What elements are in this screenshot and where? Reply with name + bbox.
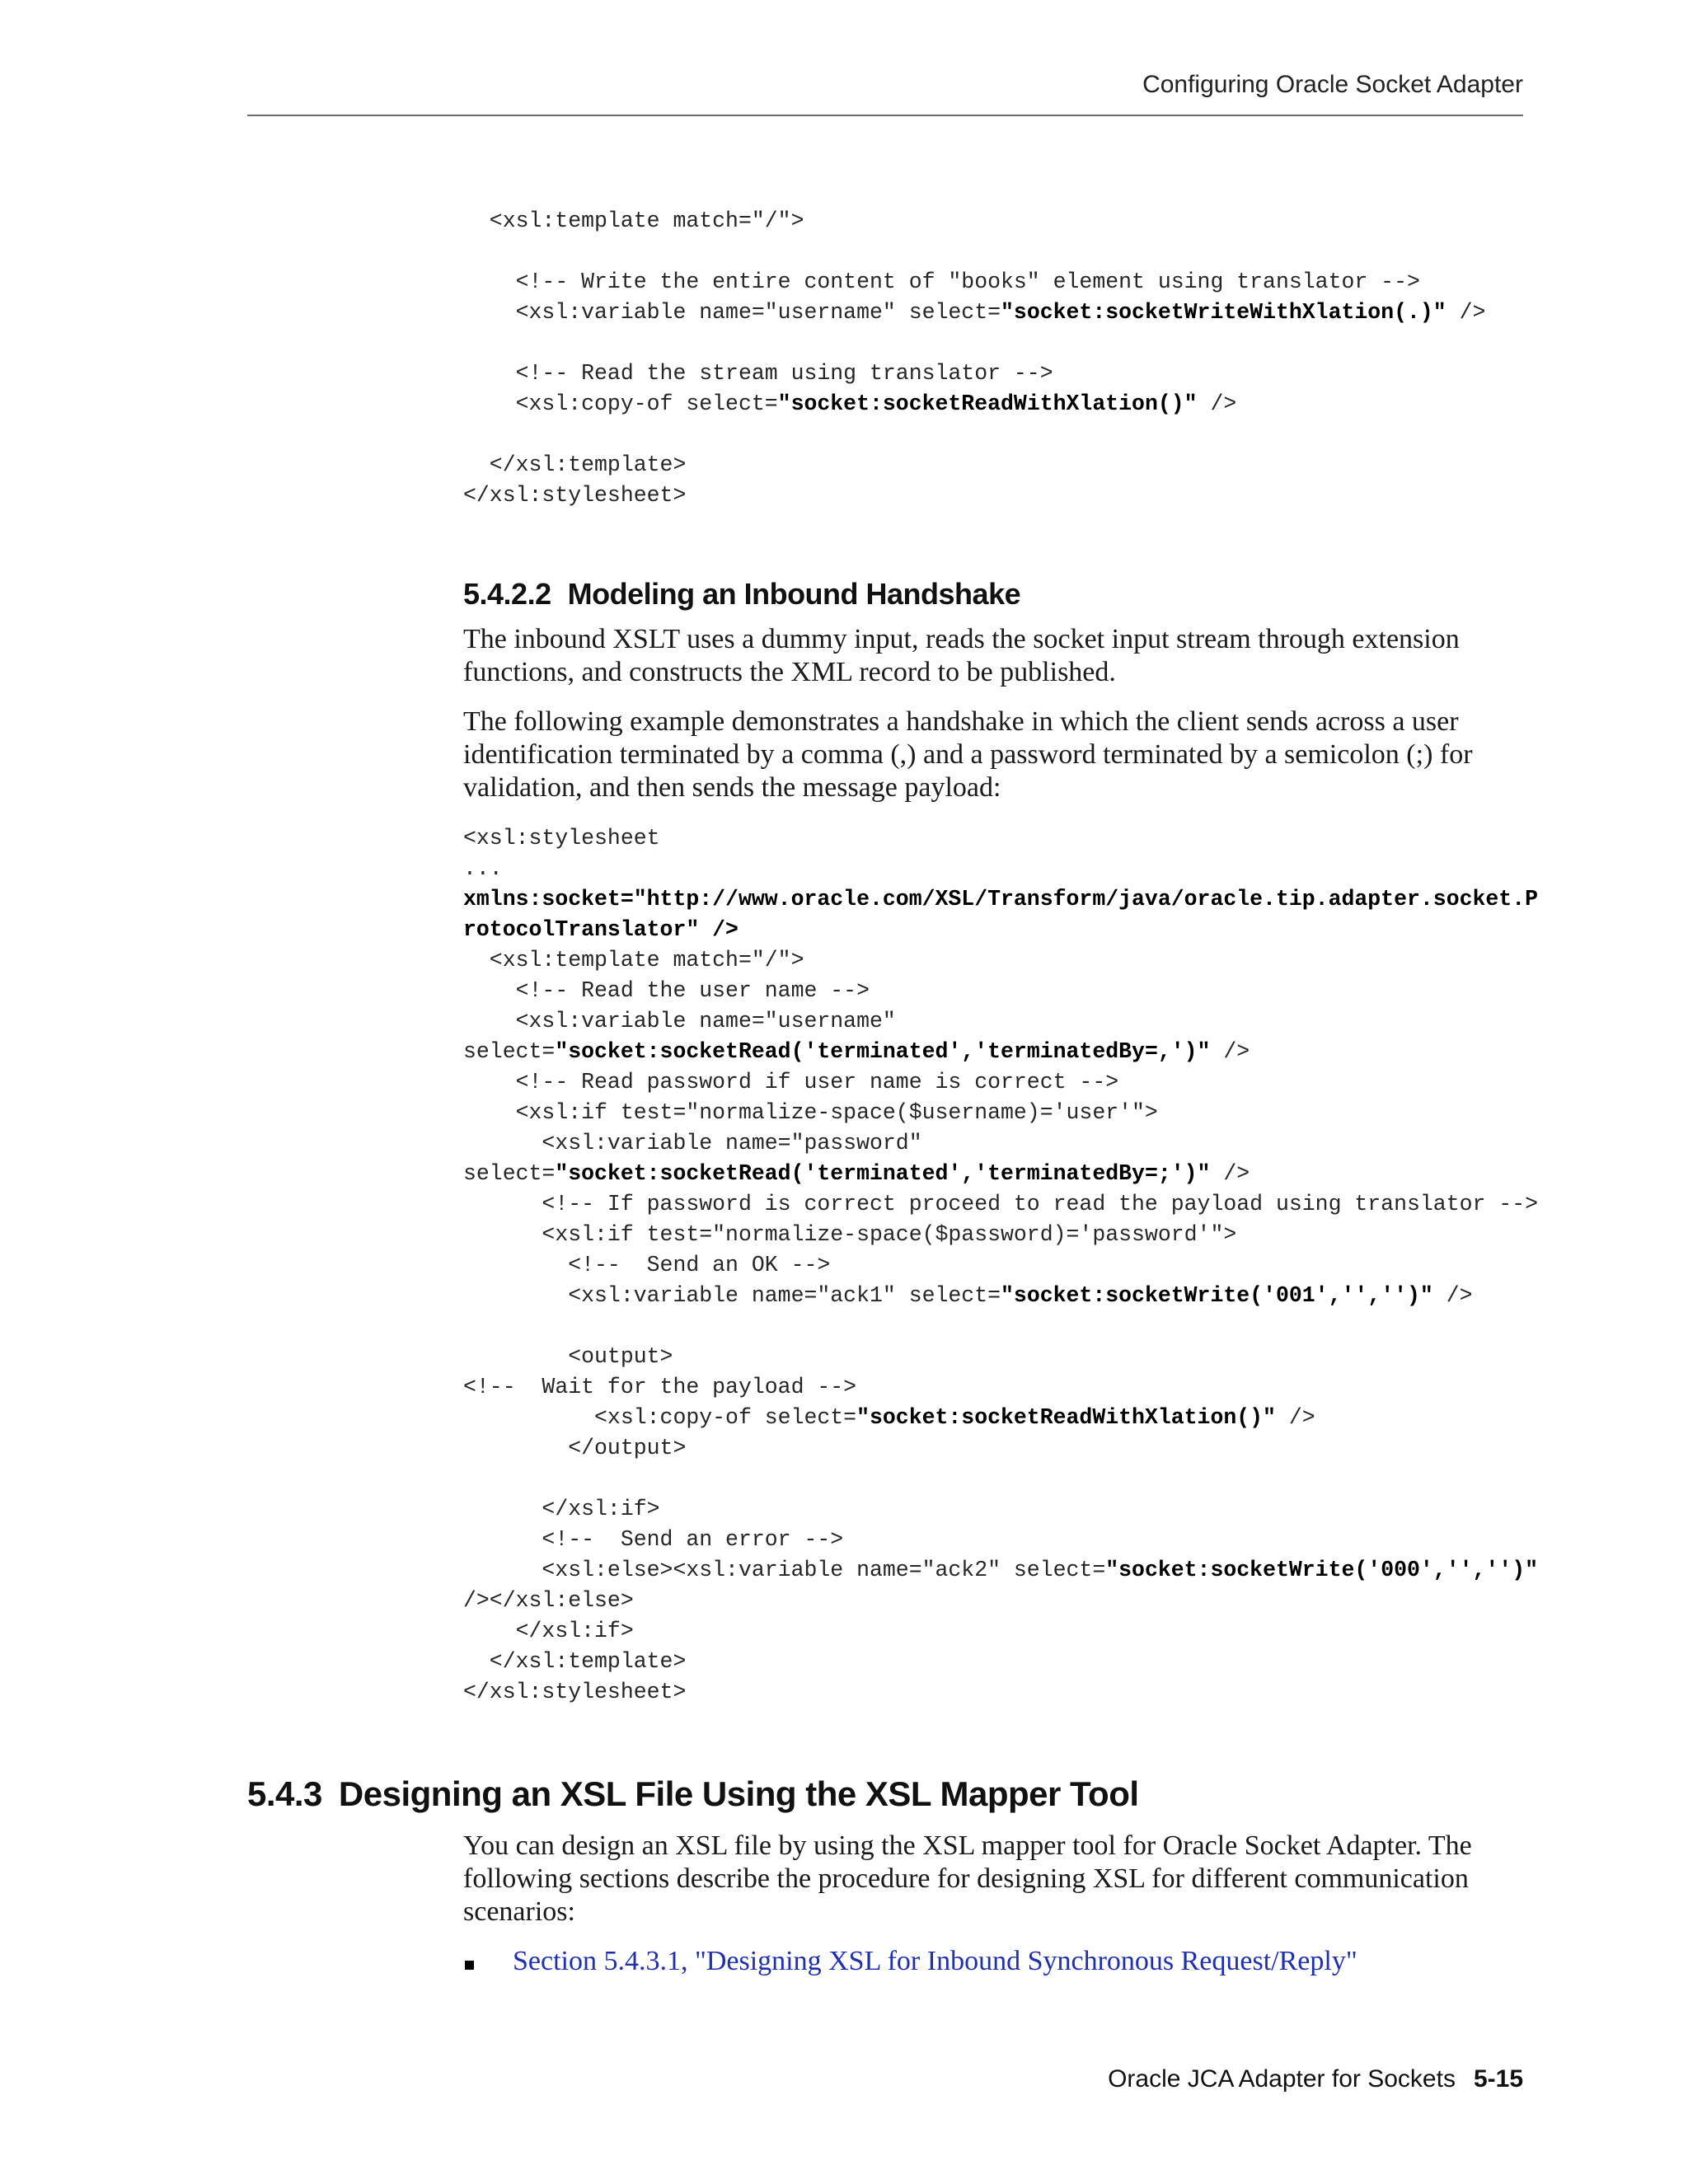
code-line: [463, 978, 870, 1003]
code-block-xsl-template-outbound: [463, 206, 1485, 511]
code-bold-segment: rotocolTranslator" />: [463, 917, 738, 942]
code-segment: </output>: [463, 1436, 687, 1460]
paragraph-xsl-mapper-intro: You can design an XSL file by using the XSL mapper tool for Oracle Socket Adapter. The following sections describe the procedure for designing XSL for different communication scenarios:: [463, 1830, 1472, 1927]
code-segment: <xsl:variable name="username": [463, 1009, 896, 1033]
page-number: 5-15: [1473, 2065, 1523, 2093]
running-header-title: Configuring Oracle Socket Adapter: [1142, 71, 1523, 98]
code-line: [463, 361, 1053, 386]
code-segment: <xsl:variable name="username" select=: [463, 300, 1001, 325]
code-segment: <xsl:variable name="ack1" select=: [463, 1283, 1001, 1308]
paragraph-inbound-xslt: The inbound XSLT uses a dummy input, reads the socket input stream through extension functions, and constructs the XML record to be published.: [463, 624, 1460, 687]
code-segment: <xsl:copy-of select=: [463, 1405, 857, 1430]
code-line: [463, 1009, 896, 1033]
code-line: [463, 209, 804, 233]
code-segment: <xsl:template match="/">: [463, 948, 804, 972]
section-5-4-2-2-heading: [463, 577, 1020, 612]
code-segment: <!-- Send an OK -->: [463, 1253, 831, 1277]
code-segment: />: [1210, 1039, 1250, 1064]
code-line: [463, 948, 804, 972]
code-segment: <xsl:else><xsl:variable name="ack2" select=: [463, 1558, 1106, 1582]
code-segment: <!-- If password is correct proceed to read the payload using translator -->: [463, 1192, 1539, 1216]
page-footer: [1108, 2065, 1523, 2093]
code-bold-segment: "socket:socketWriteWithXlation(.)": [1001, 300, 1447, 325]
code-segment: />: [1432, 1283, 1473, 1308]
code-block-inbound-handshake: [463, 823, 1538, 1708]
code-segment: </xsl:stylesheet>: [463, 483, 687, 508]
code-line: [463, 1070, 1118, 1094]
code-line: [463, 1405, 1315, 1430]
code-line: [463, 1283, 1473, 1308]
code-line: [463, 917, 738, 942]
header-divider: [247, 115, 1523, 116]
section-number: 5.4.2.2: [463, 577, 551, 611]
bullet-square-icon: [465, 1961, 474, 1970]
code-segment: <xsl:copy-of select=: [463, 391, 778, 416]
code-line: [463, 856, 503, 881]
section-5-4-3-heading: [247, 1774, 1139, 1814]
code-bold-segment: "socket:socketWrite('000','','')": [1105, 1558, 1539, 1582]
code-bold-segment: "socket:socketReadWithXlation()": [856, 1405, 1276, 1430]
code-line: [463, 826, 660, 851]
paragraph-handshake-example: The following example demonstrates a handshake in which the client sends across a user identification terminated by a comma (,) and a password terminated by a semicolon (;) for validation, and then sends the message payload:: [463, 706, 1473, 803]
code-bold-segment: "socket:socketRead('terminated','terminatedBy=;')": [555, 1161, 1211, 1186]
section-title: Designing an XSL File Using the XSL Mapper Tool: [338, 1774, 1139, 1813]
code-segment: <!-- Write the entire content of "books" element using translator -->: [463, 269, 1420, 294]
code-segment: <!-- Send an error -->: [463, 1527, 844, 1552]
code-line: [463, 1039, 1250, 1064]
code-segment: <xsl:stylesheet: [463, 826, 660, 851]
code-segment: </xsl:template>: [463, 1649, 687, 1674]
code-line: [463, 452, 686, 477]
code-line: [463, 1100, 1158, 1125]
code-segment: </xsl:if>: [463, 1619, 634, 1643]
code-line: [463, 887, 1538, 912]
code-line: [463, 1253, 830, 1277]
code-segment: />: [1197, 391, 1237, 416]
code-segment: />: [1275, 1405, 1315, 1430]
code-segment: <!-- Wait for the payload -->: [463, 1375, 857, 1399]
code-segment: />: [1446, 300, 1486, 325]
code-segment: /></xsl:else>: [463, 1588, 634, 1613]
code-segment: <!-- Read the stream using translator -->: [463, 361, 1053, 386]
code-line: [463, 1375, 856, 1399]
code-bold-segment: "socket:socketWrite('001','','')": [1001, 1283, 1433, 1308]
code-line: [463, 1222, 1236, 1247]
code-bold-segment: "socket:socketReadWithXlation()": [777, 391, 1198, 416]
code-bold-segment: "socket:socketRead('terminated','terminatedBy=,')": [555, 1039, 1211, 1064]
code-segment: <xsl:template match="/">: [463, 209, 804, 233]
code-segment: select=: [463, 1161, 556, 1186]
code-line: [463, 1497, 660, 1521]
code-line: [463, 1161, 1250, 1186]
code-line: [463, 1680, 686, 1704]
code-segment: <output>: [463, 1344, 673, 1369]
code-line: [463, 1588, 634, 1613]
code-segment: </xsl:template>: [463, 452, 687, 477]
code-segment: <!-- Read password if user name is correct -->: [463, 1070, 1119, 1094]
code-segment: <xsl:variable name="password": [463, 1131, 922, 1155]
section-number: 5.4.3: [247, 1774, 322, 1813]
code-segment: ...: [463, 856, 503, 881]
code-line: [463, 1131, 922, 1155]
code-segment: <xsl:if test="normalize-space($username)='user'">: [463, 1100, 1158, 1125]
code-line: [463, 1558, 1538, 1582]
code-segment: />: [1210, 1161, 1250, 1186]
footer-book-title: Oracle JCA Adapter for Sockets: [1108, 2065, 1456, 2093]
code-line: [463, 1649, 686, 1674]
code-line: [463, 1527, 843, 1552]
code-line: [463, 1192, 1538, 1216]
code-line: [463, 1619, 634, 1643]
section-link-list: [463, 1945, 1357, 1978]
code-line: [463, 1436, 686, 1460]
link-section-5-4-3-1[interactable]: Section 5.4.3.1, "Designing XSL for Inbound Synchronous Request/Reply": [513, 1946, 1357, 1976]
list-item: [463, 1945, 1357, 1978]
section-title: Modeling an Inbound Handshake: [567, 577, 1021, 611]
code-line: [463, 300, 1485, 325]
code-segment: <!-- Read the user name -->: [463, 978, 870, 1003]
code-bold-segment: xmlns:socket="http://www.oracle.com/XSL/Transform/java/oracle.tip.adapter.socket.P: [463, 887, 1539, 912]
code-segment: <xsl:if test="normalize-space($password)='password'">: [463, 1222, 1237, 1247]
code-segment: select=: [463, 1039, 556, 1064]
code-line: [463, 1344, 673, 1369]
code-line: [463, 391, 1236, 416]
code-line: [463, 269, 1420, 294]
code-line: [463, 483, 686, 508]
code-segment: </xsl:if>: [463, 1497, 660, 1521]
code-segment: </xsl:stylesheet>: [463, 1680, 687, 1704]
